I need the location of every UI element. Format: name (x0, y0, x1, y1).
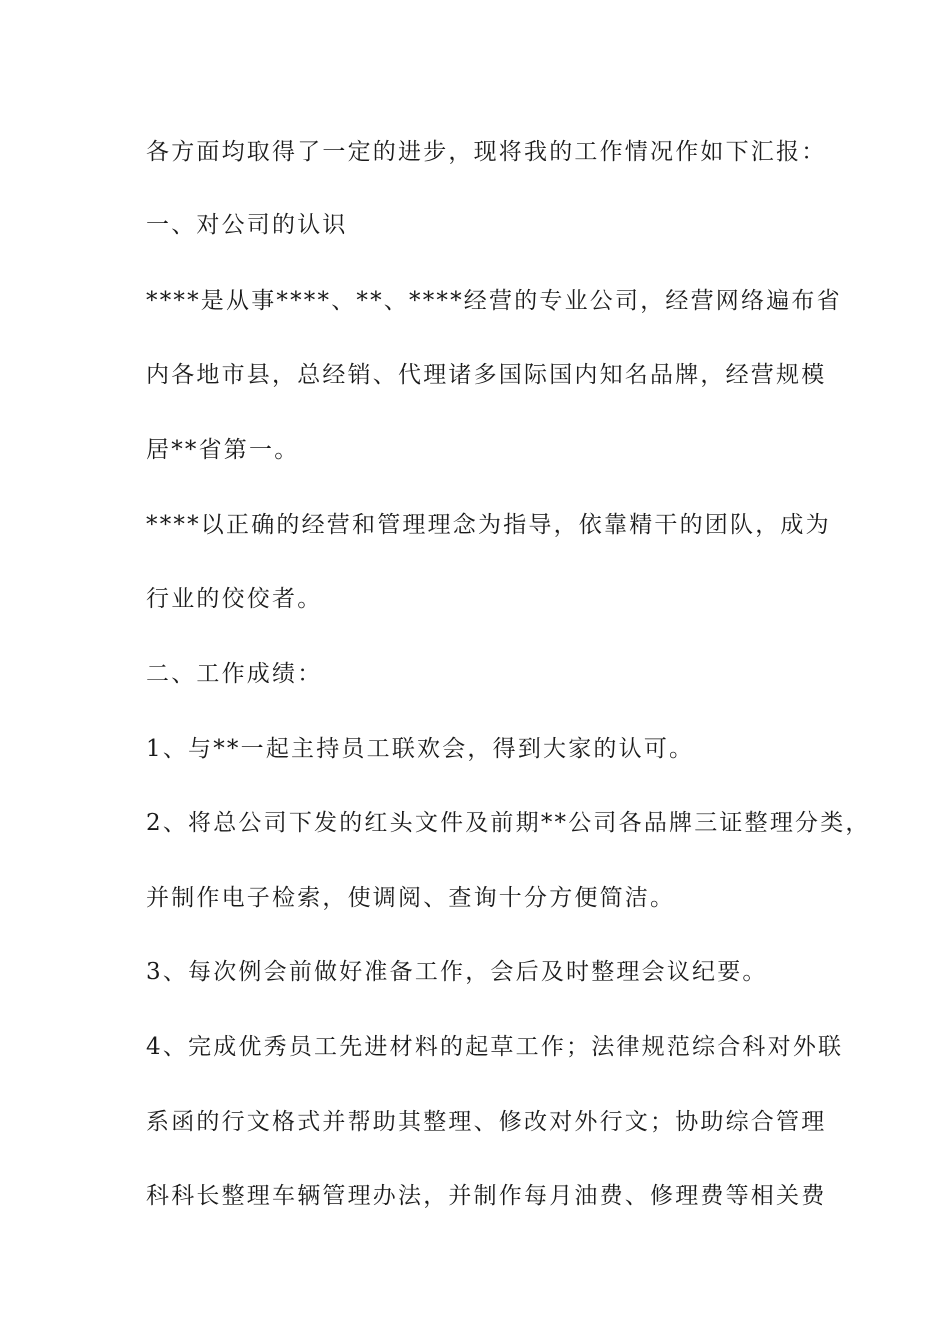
list-item-4: 4、完成优秀员工先进材料的起草工作；法律规范综合科对外联 (146, 1034, 844, 1060)
list-item-1: 1、与**一起主持员工联欢会，得到大家的认可。 (146, 736, 695, 762)
text-line-5: 居**省第一。 (146, 437, 300, 463)
text-line-3: ****是从事****、**、****经营的专业公司，经营网络遍布省 (146, 288, 842, 314)
text-line-4: 内各地市县，总经销、代理诸多国际国内知名品牌，经营规模 (146, 362, 827, 388)
list-item-2-continued: 并制作电子检索，使调阅、查询十分方便简洁。 (146, 885, 676, 911)
list-item-2: 2、将总公司下发的红头文件及前期**公司各品牌三证整理分类， (146, 810, 871, 836)
text-line-1: 各方面均取得了一定的进步，现将我的工作情况作如下汇报： (146, 139, 827, 165)
section-heading-achievements: 二、工作成绩： (146, 661, 323, 687)
list-item-3: 3、每次例会前做好准备工作，会后及时整理会议纪要。 (146, 959, 768, 985)
text-line-6: ****以正确的经营和管理理念为指导，依靠精干的团队，成为 (146, 512, 831, 538)
list-item-4-continued-1: 系函的行文格式并帮助其整理、修改对外行文；协助综合管理 (146, 1109, 827, 1135)
section-heading-company: 一、对公司的认识 (146, 212, 348, 238)
text-line-7: 行业的佼佼者。 (146, 586, 323, 612)
list-item-4-continued-2: 科科长整理车辆管理办法，并制作每月油费、修理费等相关费 (146, 1183, 827, 1209)
